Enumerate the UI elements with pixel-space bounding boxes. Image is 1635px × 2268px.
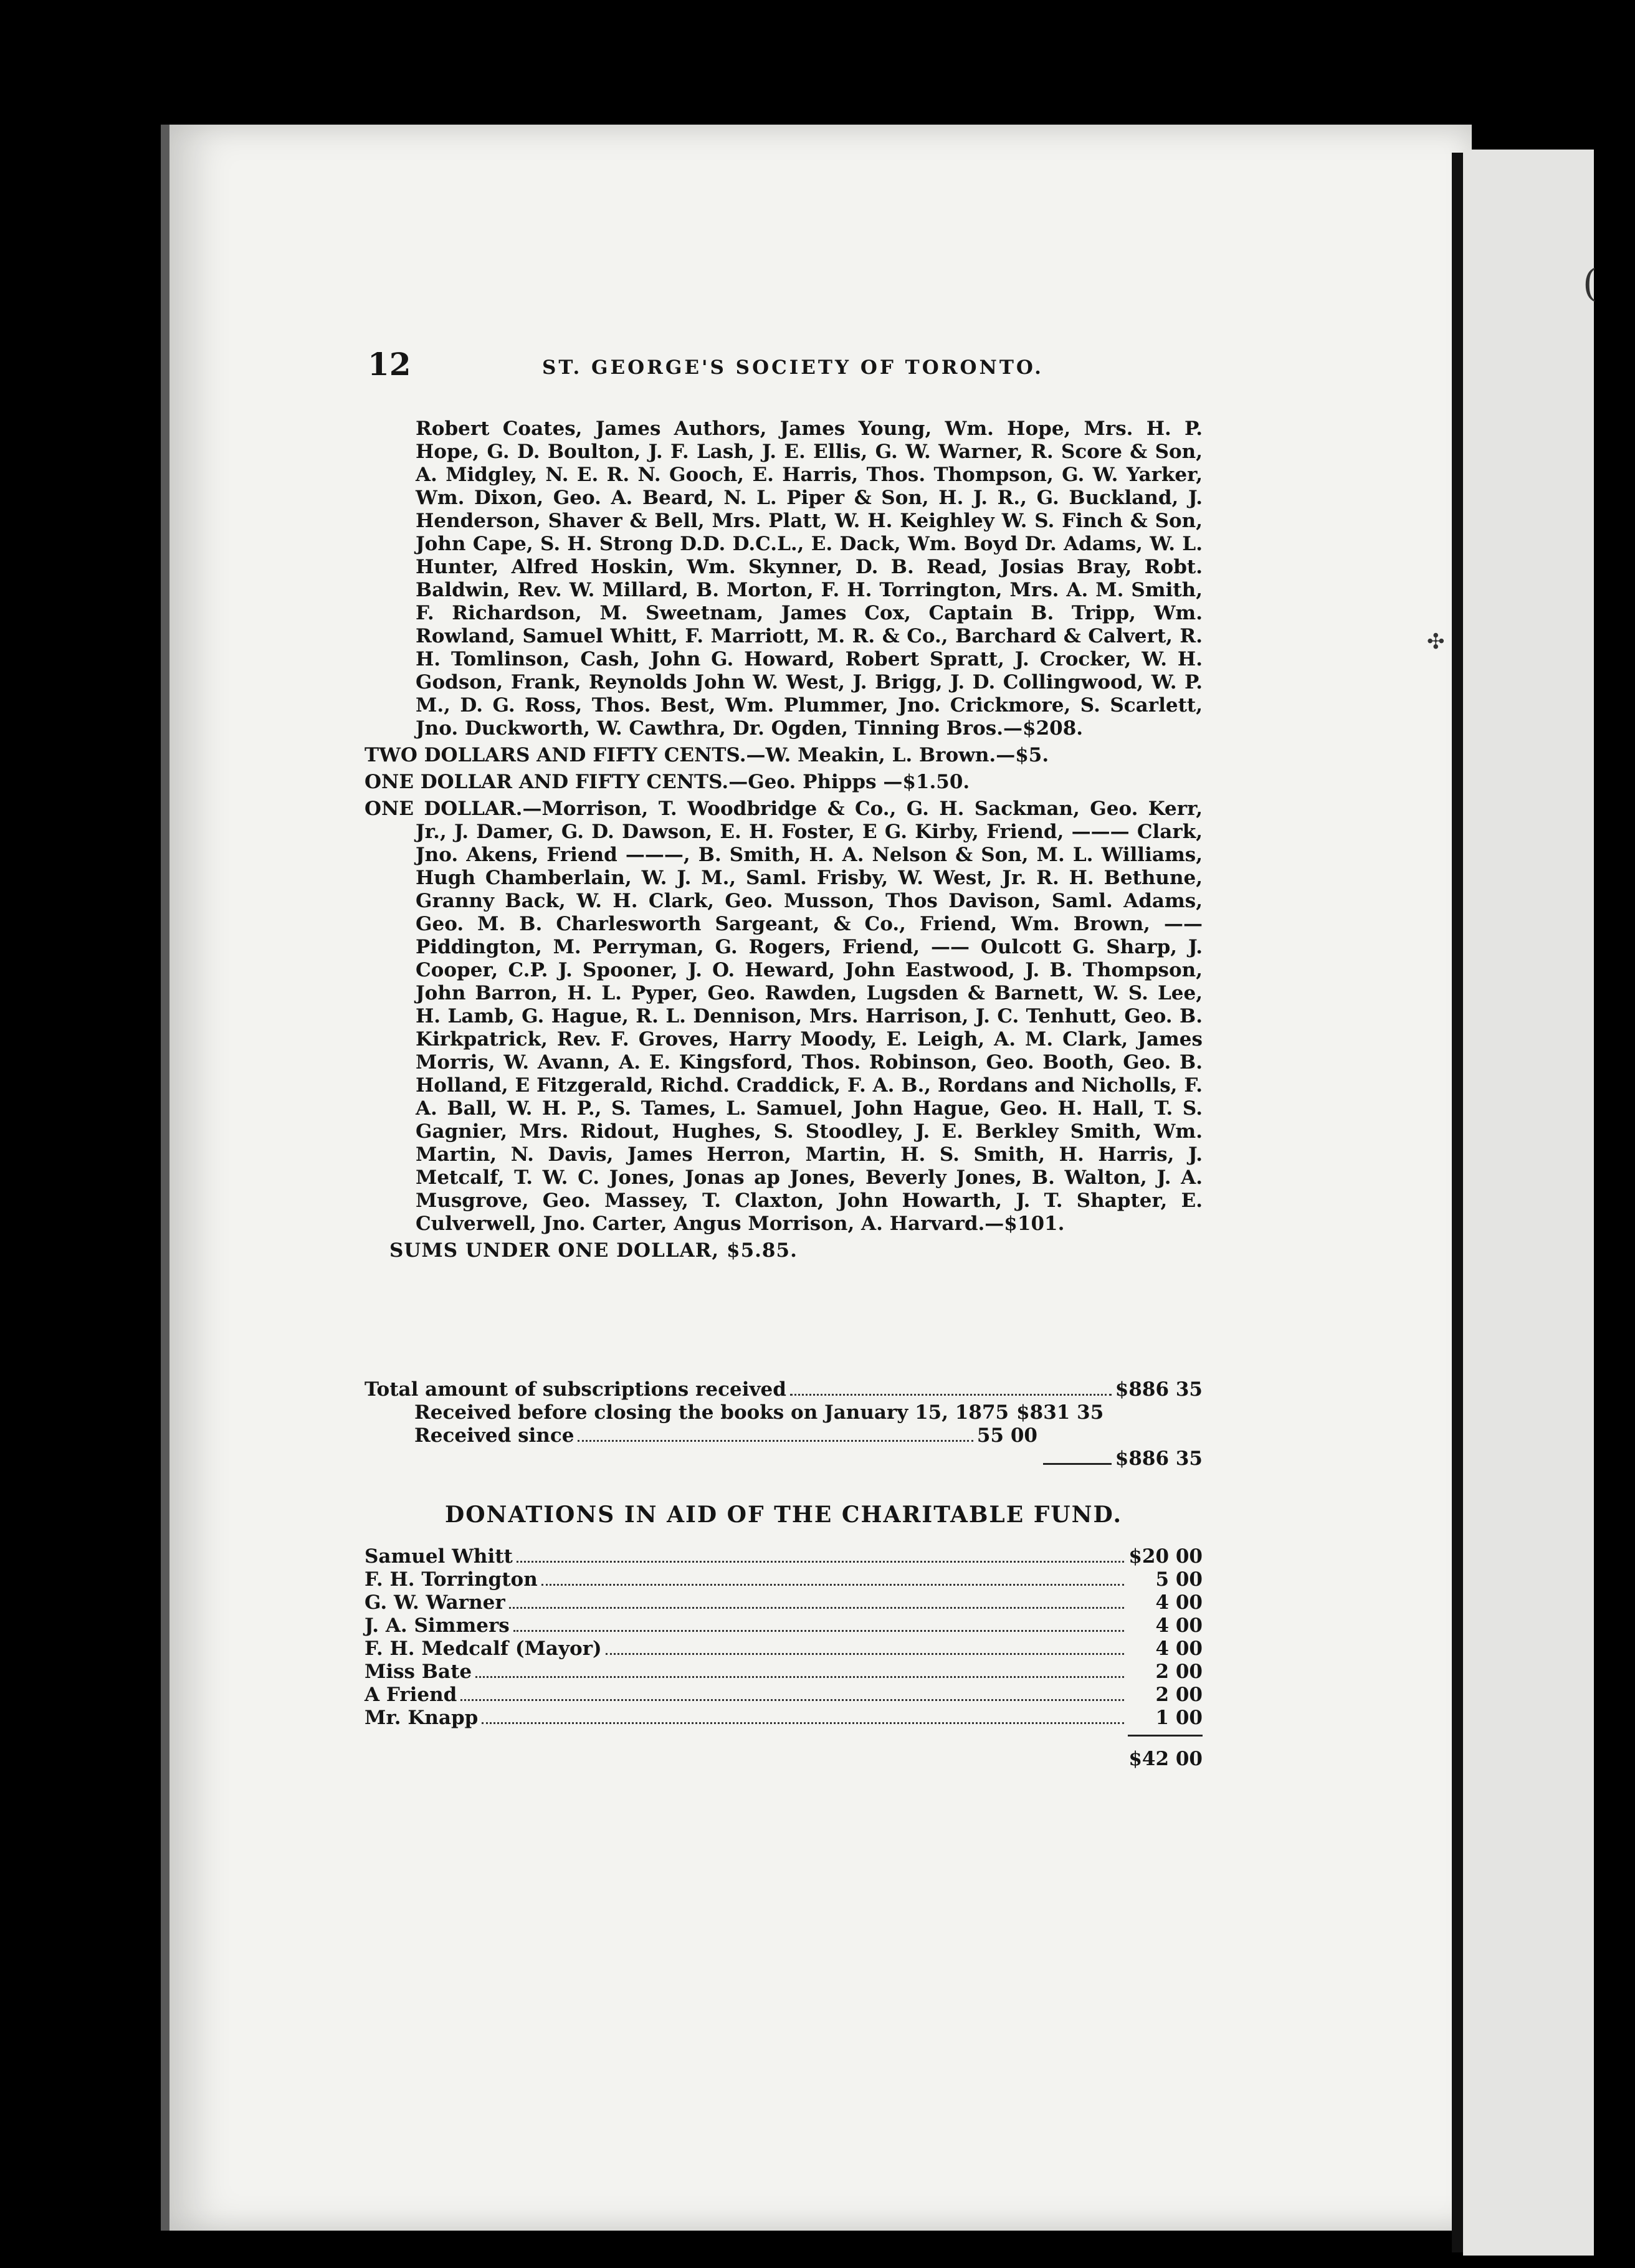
leader-dots [517,1561,1124,1563]
donation-row [365,1684,1203,1707]
leader-dots [482,1722,1124,1724]
donation-amount: 4 00 [1155,1591,1203,1614]
donation-row [365,1614,1203,1637]
total-rule [1043,1463,1112,1465]
leader-dots [790,1394,1112,1396]
one-dollar-entry: ONE DOLLAR.—Morrison, T. Woodbridge & Co., G. H. Sackman, Geo. Kerr, Jr., J. Damer, G. D. Dawson, E. H. Foster, E G. Kirby, Friend, ——— Clark, Jno. Akens, Friend ———, B. Smith, H. A. Nelson & Son, M. L. Williams, Hugh Chamberlain, W. J. M., Saml. Frisby, W. West, Jr. R. H. Bethune, Granny Back, W. H. Clark, Geo. Musson, Thos Davison, Saml. Adams, Geo. M. B. Charlesworth Sargeant, & Co., Friend, Wm. Brown, —— Piddington, M. Perryman, G. Rogers, Friend, —— Oulcott G. Sharp, J. Cooper, C.P. J. Spooner, J. O. Heward, John Eastwood, J. B. Thompson, John Barron, H. L. Pyper, Geo. Rawden, Lugsden & Barnett, W. S. Lee, H. Lamb, G. Hague, R. L. Dennison, Mrs. Harrison, J. C. Tenhutt, Geo. B. Kirkpatrick, Rev. F. Groves, Harry Moody, E. Leigh, A. M. Clark, James Morris, W. Avann, A. E. Kingsford, Thos. Robinson, Geo. Booth, Geo. B. Holland, E Fitzgerald, Richd. Craddick, F. A. B., Rordans and Nicholls, F. A. Ball, W. H. P., S. Tames, L. Samuel, John Hague, Geo. H. Hall, T. S. Gagnier, Mrs. Ridout, Hughes, S. Stoodley, J. E. Berkley Smith, Wm. Martin, N. Davis, James Herron, Martin, H. S. Smith, H. Harris, J. Metcalf, T. W. C. Jones, Jonas ap Jones, Beverly Jones, B. Walton, J. A. Musgrove, Geo. Massey, T. Claxton, John Howarth, J. T. Shapter, E. Culverwell, Jno. Carter, Angus Morrison, A. Harvard.—$101. [365,798,1203,1235]
two-fifty-entry: TWO DOLLARS AND FIFTY CENTS.—W. Meakin, L. Brown.—$5. [365,744,1049,766]
leader-dots [509,1607,1124,1609]
donation-amount: 4 00 [1155,1637,1203,1660]
running-head: ST. GEORGE'S SOCIETY OF TORONTO. [542,356,1044,379]
total-row [365,1378,1203,1401]
donations-total: $42 00 [1128,1748,1203,1770]
under-one-dollar-entry: SUMS UNDER ONE DOLLAR, $5.85. [389,1239,798,1262]
leader-dots [541,1584,1124,1586]
margin-mark: ( [1583,262,1598,305]
donation-row [365,1637,1203,1660]
donor-name: Mr. Knapp [365,1707,479,1729]
final-amount: $886 35 [1115,1447,1203,1470]
since-label: Received since [414,1424,574,1447]
donor-name: Samuel Whitt [365,1545,513,1568]
subscription-list [365,417,1203,1266]
donation-amount: $20 00 [1128,1545,1203,1568]
before-row [365,1401,1104,1424]
donation-amount: 5 00 [1155,1568,1203,1591]
binding-mark: ✣ [1427,629,1445,654]
donation-row [365,1568,1203,1591]
donation-amount: 2 00 [1155,1684,1203,1706]
since-row [365,1424,1037,1447]
donation-row [365,1660,1203,1684]
subscriber-list-continued: Robert Coates, James Authors, James Young, Wm. Hope, Mrs. H. P. Hope, G. D. Boulton, J. F. Lash, J. E. Ellis, G. W. Warner, R. Score & Son, A. Midgley, N. E. R. N. Gooch, E. Harris, Thos. Thompson, G. W. Yarker, Wm. Dixon, Geo. A. Beard, N. L. Piper & Son, H. J. R., G. Buckland, J. Henderson, Shaver & Bell, Mrs. Platt, W. H. Keighley W. S. Finch & Son, John Cape, S. H. Strong D.D. D.C.L., E. Dack, Wm. Boyd Dr. Adams, W. L. Hunter, Alfred Hoskin, Wm. Skynner, D. B. Read, Josias Bray, Robt. Baldwin, Rev. W. Millard, B. Morton, F. H. Torrington, Mrs. A. M. Smith, F. Richardson, M. Sweetnam, James Cox, Captain B. Tripp, Wm. Rowland, Samuel Whitt, F. Marriott, M. R. & Co., Barchard & Calvert, R. H. Tomlinson, Cash, John G. Howard, Robert Spratt, J. Crocker, W. H. Godson, Frank, Reynolds John W. West, J. Brigg, J. D. Collingwood, W. P. M., D. G. Ross, Thos. Best, Wm. Plummer, Jno. Crickmore, S. Scarlett, Jno. Duckworth, W. Cawthra, Dr. Ogden, Tinning Bros.—$208. [416,417,1203,740]
donor-name: J. A. Simmers [365,1614,510,1637]
final-total-row [365,1447,1203,1471]
binding-gutter [1452,153,1463,2252]
donations-total-rule [365,1735,1203,1737]
one-fifty-entry: ONE DOLLAR AND FIFTY CENTS.—Geo. Phipps —$1.50. [365,771,970,793]
donations-total-row [365,1748,1203,1771]
since-amount: 55 00 [976,1424,1037,1447]
before-label: Received before closing the books on January 15, 1875 [414,1401,1009,1424]
page-number: 12 [368,346,411,383]
facing-page-edge [1463,150,1594,2256]
donation-amount: 1 00 [1155,1707,1203,1729]
total-amount: $886 35 [1115,1378,1203,1401]
donation-amount: 4 00 [1155,1614,1203,1637]
donation-row [365,1591,1203,1614]
donor-name: F. H. Medcalf (Mayor) [365,1637,602,1660]
donor-name: Miss Bate [365,1660,472,1683]
donor-name: F. H. Torrington [365,1568,538,1591]
before-amount: $831 35 [1016,1401,1104,1424]
leader-dots [606,1653,1124,1655]
leader-dots [460,1699,1124,1701]
leader-dots [513,1630,1124,1632]
donation-row [365,1545,1203,1568]
donor-name: G. W. Warner [365,1591,505,1614]
donor-name: A Friend [365,1684,457,1706]
donations-heading: DONATIONS IN AID OF THE CHARITABLE FUND. [444,1502,1123,1528]
donations-table [365,1545,1203,1771]
total-label: Total amount of subscriptions received [365,1378,786,1401]
leader-dots [475,1676,1124,1678]
leader-dots [578,1440,973,1442]
totals-block [365,1378,1203,1471]
donation-amount: 2 00 [1155,1660,1203,1683]
donation-row [365,1707,1203,1730]
